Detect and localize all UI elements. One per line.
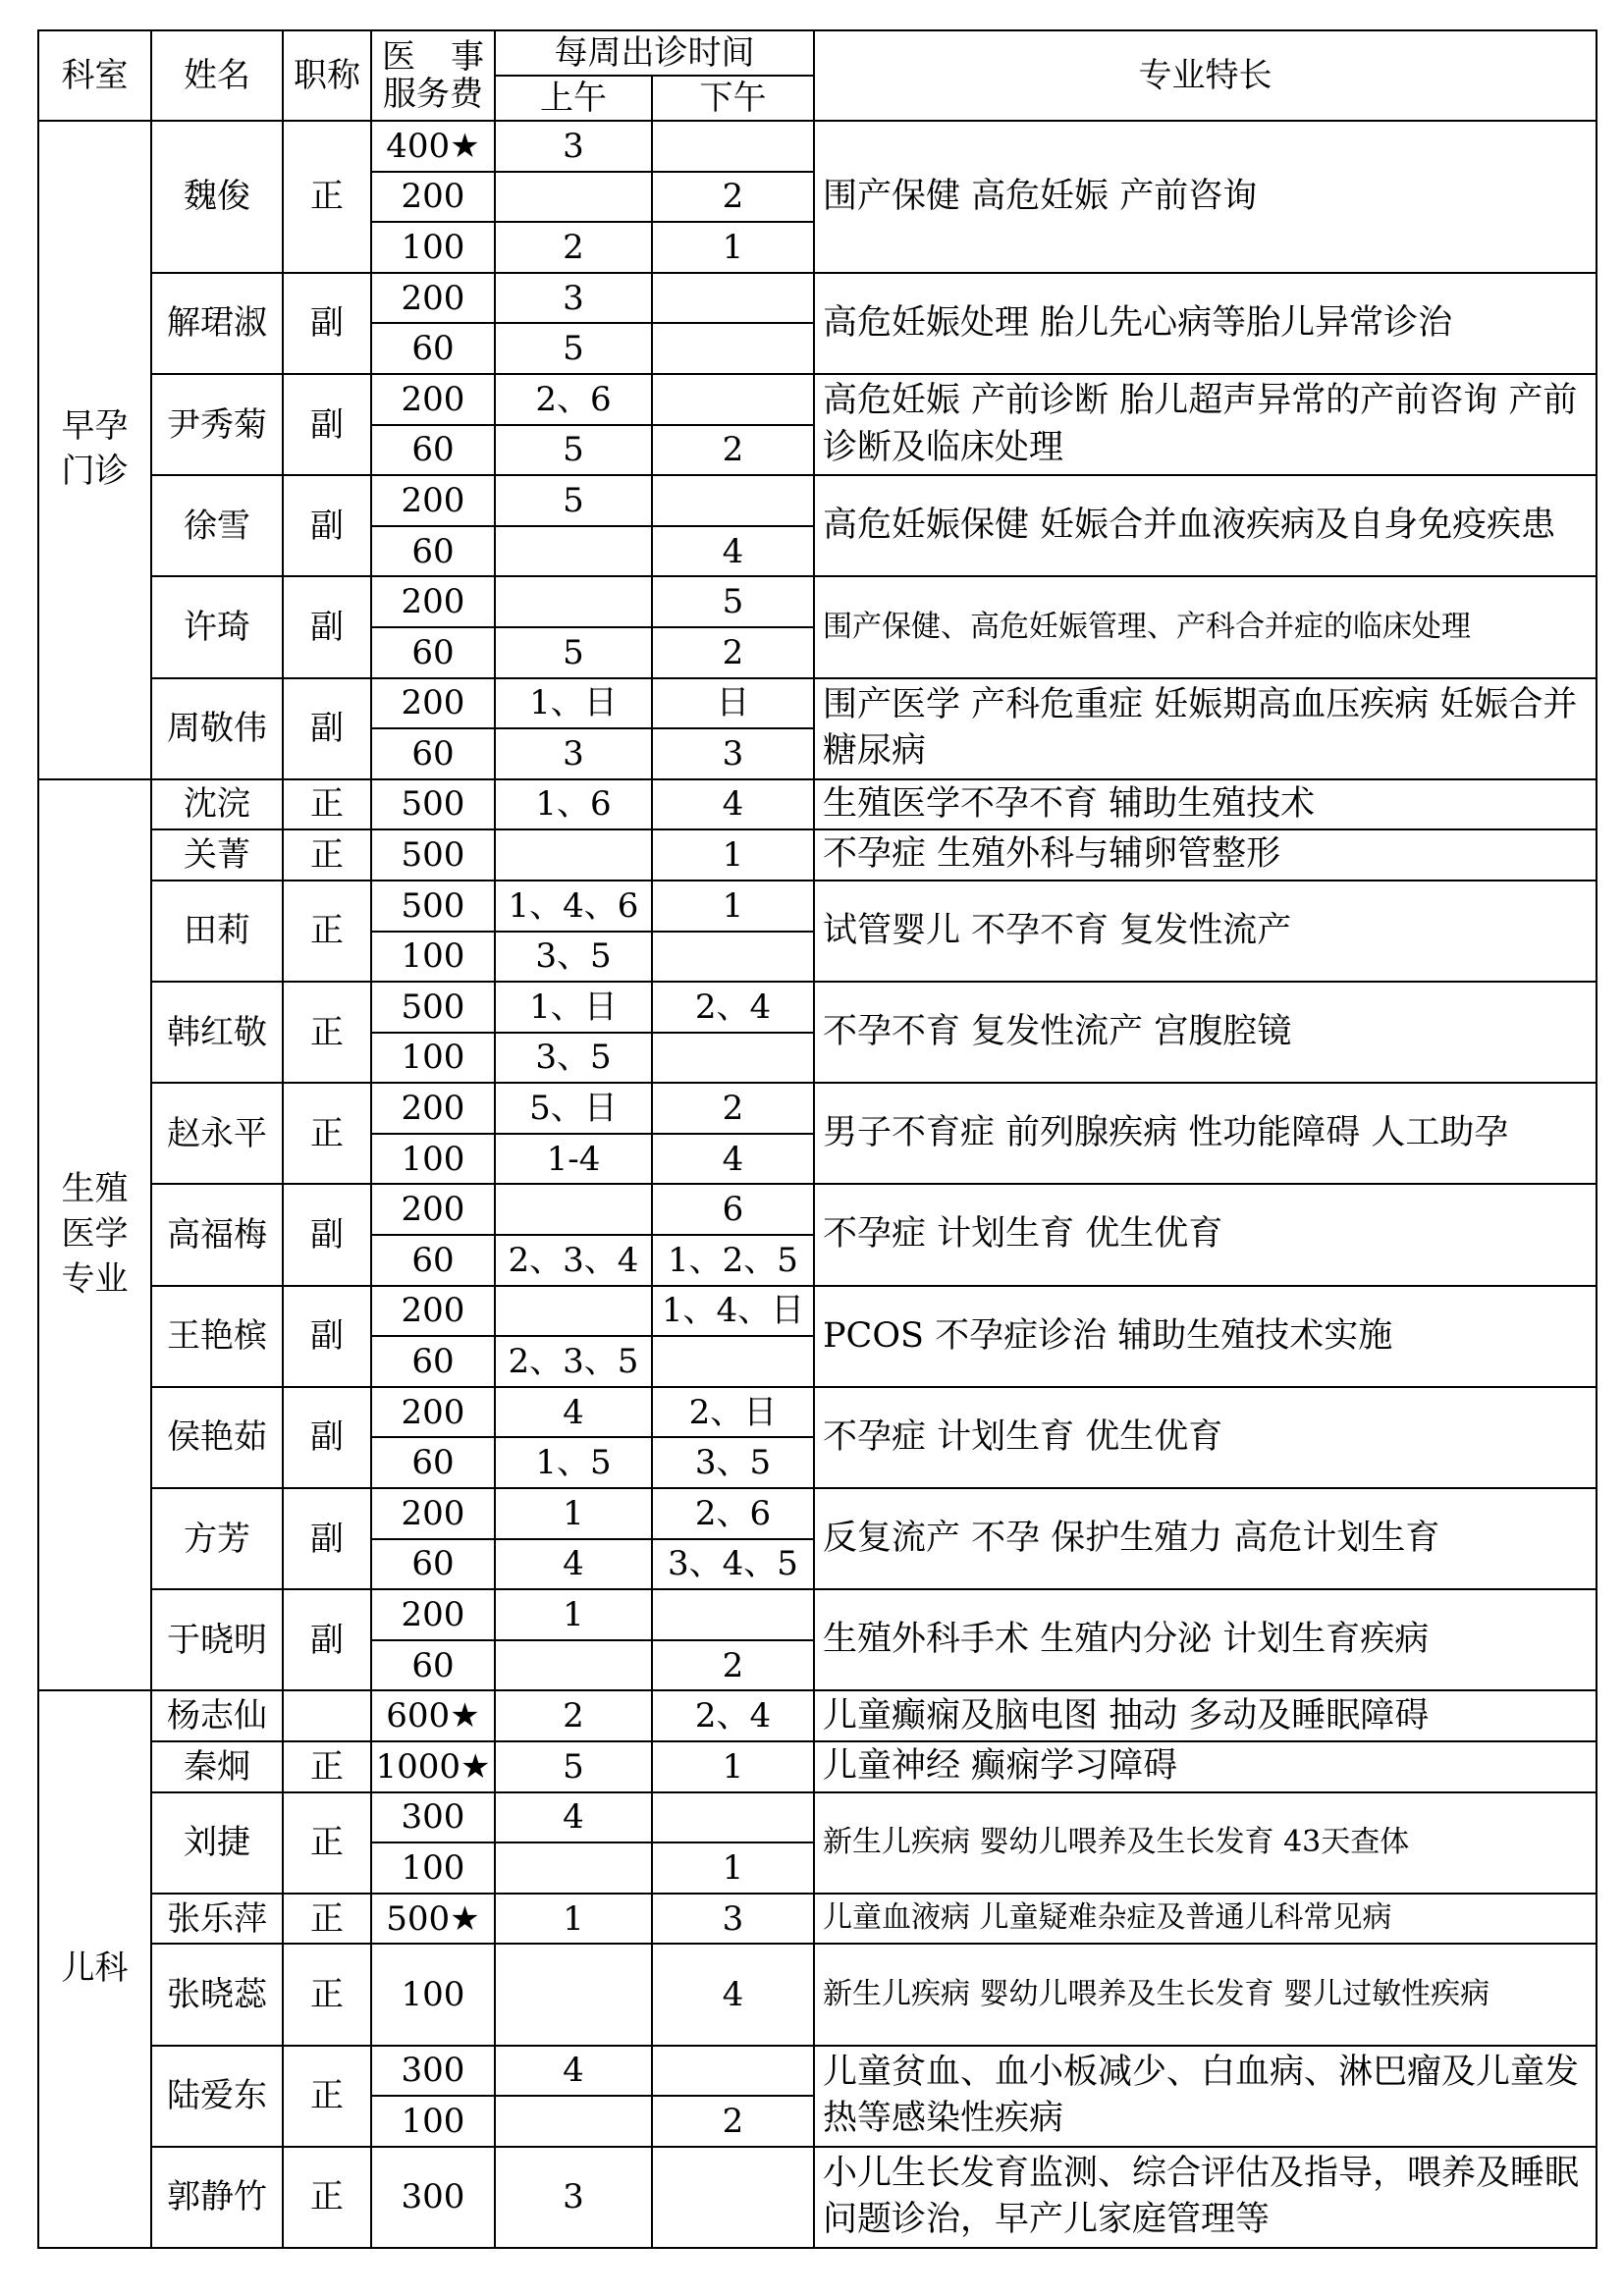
morning-days: 1 xyxy=(495,1894,652,1945)
clinic-schedule-table xyxy=(37,29,1597,2249)
doctor-name: 王艳槟 xyxy=(151,1286,283,1387)
table-row xyxy=(38,2046,1597,2097)
doctor-title: 正 xyxy=(283,1944,371,2045)
service-fee: 100 xyxy=(371,222,495,273)
service-fee: 200 xyxy=(371,172,495,223)
afternoon-days: 1、4、日 xyxy=(652,1286,814,1337)
afternoon-days: 3 xyxy=(652,1894,814,1945)
table-row xyxy=(38,273,1597,324)
service-fee: 100 xyxy=(371,2096,495,2147)
afternoon-days xyxy=(652,374,814,425)
table-row xyxy=(38,881,1597,932)
doctor-specialty: 小儿生长发育监测、综合评估及指导，喂养及睡眠问题诊治，早产儿家庭管理等 xyxy=(814,2147,1597,2248)
afternoon-days: 2、4 xyxy=(652,1690,814,1741)
table-row xyxy=(38,1387,1597,1438)
service-fee: 60 xyxy=(371,425,495,476)
doctor-name: 沈浣 xyxy=(151,779,283,830)
doctor-title: 副 xyxy=(283,475,371,576)
morning-days: 3、5 xyxy=(495,932,652,983)
morning-days xyxy=(495,1184,652,1235)
afternoon-days xyxy=(652,1336,814,1387)
doctor-title: 正 xyxy=(283,881,371,982)
service-fee: 400★ xyxy=(371,121,495,172)
morning-days: 1、日 xyxy=(495,678,652,729)
table-row xyxy=(38,779,1597,830)
doctor-specialty: 儿童贫血、血小板减少、白血病、淋巴瘤及儿童发热等感染性疾病 xyxy=(814,2046,1597,2147)
doctor-name: 张乐萍 xyxy=(151,1894,283,1945)
doctor-name: 尹秀菊 xyxy=(151,374,283,475)
service-fee: 500★ xyxy=(371,1894,495,1945)
service-fee: 60 xyxy=(371,1235,495,1286)
header-dept: 科室 xyxy=(38,30,151,121)
afternoon-days: 2 xyxy=(652,425,814,476)
doctor-name: 魏俊 xyxy=(151,121,283,273)
morning-days xyxy=(495,526,652,577)
service-fee: 500 xyxy=(371,829,495,881)
morning-days xyxy=(495,1286,652,1337)
table-row xyxy=(38,2147,1597,2198)
morning-days: 1、6 xyxy=(495,779,652,830)
service-fee: 500 xyxy=(371,779,495,830)
afternoon-days: 4 xyxy=(652,779,814,830)
doctor-specialty: 儿童血液病 儿童疑难杂症及普通儿科常见病 xyxy=(814,1894,1597,1945)
doctor-specialty: 高危妊娠处理 胎儿先心病等胎儿异常诊治 xyxy=(814,273,1597,374)
doctor-specialty: 儿童癫痫及脑电图 抽动 多动及睡眠障碍 xyxy=(814,1690,1597,1741)
service-fee: 200 xyxy=(371,1387,495,1438)
afternoon-days: 3、4、5 xyxy=(652,1539,814,1590)
table-row xyxy=(38,1589,1597,1640)
afternoon-days: 2 xyxy=(652,1083,814,1134)
table-row xyxy=(38,1944,1597,1995)
doctor-name: 周敬伟 xyxy=(151,678,283,779)
afternoon-days: 1 xyxy=(652,881,814,932)
morning-days xyxy=(495,576,652,627)
doctor-name: 刘捷 xyxy=(151,1792,283,1894)
doctor-title: 正 xyxy=(283,1083,371,1184)
doctor-specialty: 不孕症 计划生育 优生优育 xyxy=(814,1184,1597,1285)
morning-days xyxy=(495,1842,652,1894)
doctor-name: 方芳 xyxy=(151,1488,283,1589)
afternoon-days: 1 xyxy=(652,829,814,881)
service-fee: 300 xyxy=(371,1792,495,1843)
afternoon-days: 1、2、5 xyxy=(652,1235,814,1286)
doctor-specialty: 反复流产 不孕 保护生殖力 高危计划生育 xyxy=(814,1488,1597,1589)
doctor-specialty: 高危妊娠 产前诊断 胎儿超声异常的产前咨询 产前诊断及临床处理 xyxy=(814,374,1597,475)
header-title: 职称 xyxy=(283,30,371,121)
table-row xyxy=(38,1690,1597,1741)
morning-days: 1 xyxy=(495,1488,652,1539)
morning-days: 1、日 xyxy=(495,982,652,1033)
doctor-title: 正 xyxy=(283,779,371,830)
service-fee: 200 xyxy=(371,678,495,729)
morning-days xyxy=(495,1944,652,2045)
service-fee: 200 xyxy=(371,273,495,324)
morning-days: 5 xyxy=(495,475,652,526)
doctor-title: 副 xyxy=(283,1387,371,1488)
header-fee-char-2: 事 xyxy=(451,36,484,77)
doctor-title: 正 xyxy=(283,2046,371,2147)
doctor-title: 正 xyxy=(283,1792,371,1894)
doctor-name: 许琦 xyxy=(151,576,283,677)
header-fee-char-1: 医 xyxy=(382,36,415,77)
service-fee: 60 xyxy=(371,1336,495,1387)
morning-days: 3 xyxy=(495,2147,652,2248)
service-fee: 200 xyxy=(371,1286,495,1337)
table-row xyxy=(38,1488,1597,1539)
afternoon-days: 日 xyxy=(652,678,814,729)
doctor-name: 解珺淑 xyxy=(151,273,283,374)
header-fee-line2: 服务费 xyxy=(383,75,483,114)
morning-days: 1、4、6 xyxy=(495,881,652,932)
doctor-specialty: 高危妊娠保健 妊娠合并血液疾病及自身免疫疾患 xyxy=(814,475,1597,576)
morning-days: 3 xyxy=(495,121,652,172)
doctor-specialty: 生殖外科手术 生殖内分泌 计划生育疾病 xyxy=(814,1589,1597,1690)
doctor-title: 正 xyxy=(283,121,371,273)
header-pm: 下午 xyxy=(652,76,814,121)
service-fee: 500 xyxy=(371,881,495,932)
service-fee: 300 xyxy=(371,2147,495,2248)
afternoon-days: 1 xyxy=(652,1741,814,1792)
morning-days: 5、日 xyxy=(495,1083,652,1134)
morning-days: 2、3、5 xyxy=(495,1336,652,1387)
doctor-title: 副 xyxy=(283,1488,371,1589)
doctor-name: 赵永平 xyxy=(151,1083,283,1184)
afternoon-days: 2、日 xyxy=(652,1387,814,1438)
service-fee: 100 xyxy=(371,1842,495,1894)
doctor-specialty: 新生儿疾病 婴幼儿喂养及生长发育 婴儿过敏性疾病 xyxy=(814,1944,1597,2045)
afternoon-days xyxy=(652,2147,814,2248)
doctor-name: 郭静竹 xyxy=(151,2147,283,2248)
afternoon-days xyxy=(652,273,814,324)
service-fee: 1000★ xyxy=(371,1741,495,1792)
table-row xyxy=(38,475,1597,526)
morning-days: 2、6 xyxy=(495,374,652,425)
service-fee: 200 xyxy=(371,1589,495,1640)
doctor-specialty: PCOS 不孕症诊治 辅助生殖技术实施 xyxy=(814,1286,1597,1387)
service-fee: 600★ xyxy=(371,1690,495,1741)
header-fee xyxy=(371,30,495,121)
table-row xyxy=(38,374,1597,425)
service-fee: 300 xyxy=(371,2046,495,2097)
service-fee: 100 xyxy=(371,1134,495,1185)
doctor-title: 正 xyxy=(283,829,371,881)
service-fee: 60 xyxy=(371,1640,495,1691)
header-am: 上午 xyxy=(495,76,652,121)
afternoon-days: 4 xyxy=(652,526,814,577)
morning-days: 5 xyxy=(495,627,652,678)
table-row xyxy=(38,982,1597,1033)
doctor-title: 副 xyxy=(283,1286,371,1387)
morning-days xyxy=(495,172,652,223)
table-row xyxy=(38,829,1597,881)
afternoon-days: 1 xyxy=(652,222,814,273)
table-row xyxy=(38,1083,1597,1134)
service-fee: 200 xyxy=(371,374,495,425)
doctor-name: 韩红敬 xyxy=(151,982,283,1083)
afternoon-days: 3 xyxy=(652,728,814,779)
doctor-title: 副 xyxy=(283,678,371,779)
service-fee: 100 xyxy=(371,1033,495,1084)
service-fee: 100 xyxy=(371,932,495,983)
doctor-title: 正 xyxy=(283,2147,371,2248)
table-row xyxy=(38,1184,1597,1235)
morning-days: 5 xyxy=(495,425,652,476)
afternoon-days xyxy=(652,475,814,526)
doctor-name: 侯艳茹 xyxy=(151,1387,283,1488)
doctor-title: 副 xyxy=(283,576,371,677)
service-fee: 60 xyxy=(371,1539,495,1590)
doctor-name: 田莉 xyxy=(151,881,283,982)
service-fee: 200 xyxy=(371,475,495,526)
table-row xyxy=(38,1741,1597,1792)
morning-days: 1-4 xyxy=(495,1134,652,1185)
afternoon-days: 2 xyxy=(652,1640,814,1691)
afternoon-days: 5 xyxy=(652,576,814,627)
afternoon-days: 2 xyxy=(652,627,814,678)
table-row xyxy=(38,1894,1597,1945)
morning-days: 3 xyxy=(495,273,652,324)
doctor-specialty: 儿童神经 癫痫学习障碍 xyxy=(814,1741,1597,1792)
service-fee: 60 xyxy=(371,627,495,678)
afternoon-days: 4 xyxy=(652,1944,814,2045)
department-name: 儿科 xyxy=(38,1690,151,2248)
afternoon-days: 1 xyxy=(652,1842,814,1894)
doctor-specialty: 新生儿疾病 婴幼儿喂养及生长发育 43天查体 xyxy=(814,1792,1597,1894)
service-fee: 200 xyxy=(371,1184,495,1235)
service-fee: 200 xyxy=(371,1083,495,1134)
service-fee: 500 xyxy=(371,982,495,1033)
morning-days: 3 xyxy=(495,728,652,779)
table-row xyxy=(38,1286,1597,1337)
morning-days xyxy=(495,1640,652,1691)
morning-days: 1 xyxy=(495,1589,652,1640)
afternoon-days xyxy=(652,323,814,374)
afternoon-days: 2 xyxy=(652,172,814,223)
afternoon-days: 2、6 xyxy=(652,1488,814,1539)
service-fee: 60 xyxy=(371,323,495,374)
doctor-title: 副 xyxy=(283,374,371,475)
morning-days: 2 xyxy=(495,1690,652,1741)
service-fee: 60 xyxy=(371,728,495,779)
doctor-title: 正 xyxy=(283,1894,371,1945)
table-row xyxy=(38,1792,1597,1843)
service-fee: 100 xyxy=(371,1944,495,2045)
doctor-specialty: 围产保健、高危妊娠管理、产科合并症的临床处理 xyxy=(814,576,1597,677)
schedule-body xyxy=(38,121,1597,2248)
morning-days: 2 xyxy=(495,222,652,273)
doctor-specialty: 男子不育症 前列腺疾病 性功能障碍 人工助孕 xyxy=(814,1083,1597,1184)
doctor-specialty: 围产保健 高危妊娠 产前咨询 xyxy=(814,121,1597,273)
doctor-title: 正 xyxy=(283,1741,371,1792)
afternoon-days: 2 xyxy=(652,2096,814,2147)
afternoon-days: 2、4 xyxy=(652,982,814,1033)
service-fee: 200 xyxy=(371,576,495,627)
afternoon-days: 4 xyxy=(652,1134,814,1185)
morning-days: 4 xyxy=(495,1387,652,1438)
afternoon-days xyxy=(652,1589,814,1640)
afternoon-days xyxy=(652,2046,814,2097)
doctor-title: 副 xyxy=(283,1589,371,1690)
doctor-specialty: 不孕不育 复发性流产 宫腹腔镜 xyxy=(814,982,1597,1083)
doctor-title: 正 xyxy=(283,982,371,1083)
service-fee: 200 xyxy=(371,1488,495,1539)
doctor-name: 于晓明 xyxy=(151,1589,283,1690)
doctor-specialty: 围产医学 产科危重症 妊娠期高血压疾病 妊娠合并糖尿病 xyxy=(814,678,1597,779)
doctor-name: 张晓蕊 xyxy=(151,1944,283,2045)
doctor-name: 关菁 xyxy=(151,829,283,881)
morning-days xyxy=(495,829,652,881)
afternoon-days xyxy=(652,932,814,983)
table-row xyxy=(38,678,1597,729)
morning-days: 4 xyxy=(495,1539,652,1590)
morning-days: 4 xyxy=(495,2046,652,2097)
morning-days xyxy=(495,2096,652,2147)
department-name: 生殖 医学 专业 xyxy=(38,779,151,1691)
doctor-specialty: 试管婴儿 不孕不育 复发性流产 xyxy=(814,881,1597,982)
doctor-name: 陆爱东 xyxy=(151,2046,283,2147)
morning-days: 3、5 xyxy=(495,1033,652,1084)
afternoon-days: 3、5 xyxy=(652,1437,814,1488)
doctor-title: 副 xyxy=(283,273,371,374)
morning-days: 1、5 xyxy=(495,1437,652,1488)
header-weekly: 每周出诊时间 xyxy=(495,30,814,76)
table-row xyxy=(38,121,1597,172)
morning-days: 2、3、4 xyxy=(495,1235,652,1286)
doctor-name: 高福梅 xyxy=(151,1184,283,1285)
header-name: 姓名 xyxy=(151,30,283,121)
doctor-title: 副 xyxy=(283,1184,371,1285)
morning-days: 4 xyxy=(495,1792,652,1843)
afternoon-days xyxy=(652,1792,814,1843)
doctor-name: 徐雪 xyxy=(151,475,283,576)
doctor-name: 秦炯 xyxy=(151,1741,283,1792)
afternoon-days xyxy=(652,1033,814,1084)
doctor-specialty: 不孕症 计划生育 优生优育 xyxy=(814,1387,1597,1488)
service-fee: 60 xyxy=(371,1437,495,1488)
service-fee: 60 xyxy=(371,526,495,577)
department-name: 早孕 门诊 xyxy=(38,121,151,779)
doctor-title xyxy=(283,1690,371,1741)
doctor-specialty: 不孕症 生殖外科与辅卵管整形 xyxy=(814,829,1597,881)
morning-days: 5 xyxy=(495,323,652,374)
afternoon-days: 6 xyxy=(652,1184,814,1235)
table-row xyxy=(38,576,1597,627)
doctor-name: 杨志仙 xyxy=(151,1690,283,1741)
header-specialty: 专业特长 xyxy=(814,30,1597,121)
afternoon-days xyxy=(652,121,814,172)
doctor-specialty: 生殖医学不孕不育 辅助生殖技术 xyxy=(814,779,1597,830)
morning-days: 5 xyxy=(495,1741,652,1792)
